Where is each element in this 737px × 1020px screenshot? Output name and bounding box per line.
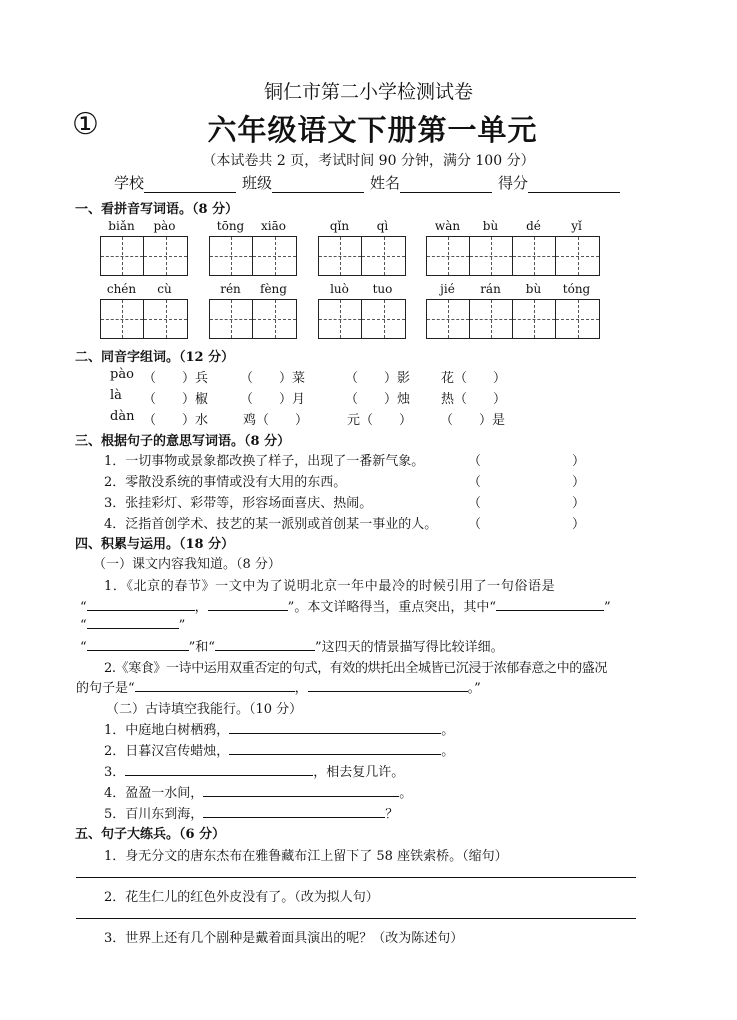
pinyin: bù	[482, 219, 499, 233]
homophone-item[interactable]: 花（ ）	[441, 371, 507, 386]
punct: 。	[399, 786, 413, 801]
sentence-task: 3．世界上还有几个剧种是戴着面具演出的呢？（改为陈述句）	[104, 931, 464, 946]
pinyin: tuo	[372, 282, 393, 296]
name-label: 姓名	[370, 174, 401, 192]
pinyin: wàn	[434, 219, 461, 233]
homophone-item[interactable]: （ ）月	[240, 392, 306, 407]
grid-cell[interactable]	[253, 237, 296, 275]
question-fill-line	[80, 615, 185, 633]
punct: ，	[294, 681, 308, 696]
score-field[interactable]	[528, 176, 620, 193]
school-label: 学校	[114, 174, 145, 192]
answer-line[interactable]	[76, 877, 636, 878]
fill-blank[interactable]	[87, 637, 189, 651]
homophone-item[interactable]: 鸡（ ）	[243, 413, 309, 428]
homophone-item[interactable]: （ ）是	[440, 413, 506, 428]
grid-cell[interactable]	[101, 237, 144, 275]
grid-cell[interactable]	[144, 300, 187, 338]
homophone-item[interactable]: （ ）兵	[143, 371, 209, 386]
grid-cell[interactable]	[427, 237, 470, 275]
question-fill-line	[80, 636, 504, 655]
page-title: 六年级语文下册第一单元	[207, 113, 538, 147]
pinyin: jié	[440, 282, 455, 296]
homophone-item[interactable]: （ ）影	[345, 371, 411, 386]
pinyin: qǐn	[329, 219, 350, 233]
poem-text: 3．	[104, 765, 126, 780]
school-field[interactable]	[144, 176, 236, 193]
writing-grid[interactable]	[100, 236, 188, 276]
pinyin: chén	[106, 282, 137, 296]
fill-blank[interactable]	[229, 720, 441, 734]
homophone-pinyin: là	[110, 388, 122, 403]
score-label: 得分	[498, 174, 529, 192]
homophone-item[interactable]: （ ）椒	[143, 392, 209, 407]
fill-blank[interactable]	[229, 741, 441, 755]
pinyin: rén	[220, 282, 241, 296]
section4-heading: 四、积累与运用。（18 分）	[75, 537, 235, 552]
pinyin: tóng	[562, 282, 591, 296]
grid-cell[interactable]	[253, 300, 296, 338]
question-text: 1．《北京的春节》一文中为了说明北京一年中最冷的时候引用了一句俗语是	[104, 579, 556, 594]
punct: ，	[194, 600, 208, 615]
poem-line	[104, 803, 398, 822]
fill-blank[interactable]	[135, 678, 295, 692]
poem-text: ，相去复几许。	[313, 765, 405, 780]
pinyin: fèng	[260, 282, 287, 296]
homophone-item[interactable]: （ ）烛	[345, 392, 411, 407]
writing-grid[interactable]	[318, 236, 406, 276]
pinyin: luò	[330, 282, 349, 296]
section2-heading: 二、同音字组词。（12 分）	[75, 350, 235, 365]
answer-blank[interactable]: （ ）	[468, 454, 586, 469]
sentence-task: 1．身无分文的唐东杰布在雅鲁藏布江上留下了 58 座铁索桥。（缩句）	[104, 849, 508, 864]
quote-mark: “	[80, 618, 87, 633]
definition-item: 1．一切事物或景象都改换了样子，出现了一番新气象。	[104, 454, 425, 469]
grid-cell[interactable]	[513, 237, 556, 275]
question-fill-line	[80, 596, 611, 615]
pinyin: pào	[153, 219, 176, 233]
info-row	[114, 172, 626, 193]
fill-blank[interactable]	[215, 637, 315, 651]
definition-item: 3．张挂彩灯、彩带等，形容场面喜庆、热闹。	[104, 496, 373, 511]
quote-mark: ”	[178, 618, 186, 633]
writing-grid[interactable]	[209, 299, 297, 339]
poem-line	[104, 740, 454, 759]
fill-blank[interactable]	[87, 615, 179, 629]
pinyin: yǐ	[571, 219, 582, 233]
grid-cell[interactable]	[101, 300, 144, 338]
pinyin: rán	[480, 282, 501, 296]
test-number: ①	[72, 107, 99, 142]
writing-grid[interactable]	[318, 299, 406, 339]
pinyin: xiāo	[261, 219, 286, 233]
punct: ？	[385, 807, 399, 822]
grid-cell[interactable]	[319, 237, 362, 275]
class-field[interactable]	[272, 176, 364, 193]
writing-grid[interactable]	[426, 299, 600, 339]
quote-mark: “	[80, 600, 87, 615]
answer-blank[interactable]: （ ）	[468, 475, 586, 490]
question-text: 2.《寒食》一诗中运用双重否定的句式，有效的烘托出全城皆已沉浸于浓郁春意之中的盛况	[104, 661, 608, 676]
sentence-task: 2．花生仁儿的红色外皮没有了。（改为拟人句）	[104, 890, 379, 905]
school-title: 铜仁市第二小学检测试卷	[263, 81, 473, 103]
part2-heading: （二）古诗填空我能行。（10 分）	[106, 702, 303, 717]
pinyin: biǎn	[108, 219, 135, 233]
homophone-item[interactable]: （ ）菜	[240, 371, 306, 386]
quote-mark: “	[80, 640, 87, 655]
poem-line	[104, 761, 404, 780]
fill-blank[interactable]	[203, 804, 385, 818]
fill-blank[interactable]	[208, 597, 288, 611]
question-text: ”和“	[188, 640, 215, 655]
grid-cell[interactable]	[470, 300, 513, 338]
page-subtitle: （本试卷共 2 页，考试时间 90 分钟，满分 100 分）	[202, 153, 535, 169]
section5-heading: 五、句子大练兵。（6 分）	[75, 827, 226, 842]
grid-cell[interactable]	[362, 300, 405, 338]
grid-cell[interactable]	[556, 300, 599, 338]
definition-item: 4．泛指首创学术、技艺的某一派别或首创某一事业的人。	[104, 517, 438, 532]
fill-blank[interactable]	[308, 678, 468, 692]
grid-cell[interactable]	[556, 237, 599, 275]
fill-blank[interactable]	[87, 597, 195, 611]
homophone-pinyin: pào	[110, 367, 134, 382]
pinyin: dé	[526, 219, 541, 233]
question-text: 的句子是“	[76, 681, 135, 696]
homophone-item[interactable]: （ ）水	[143, 413, 209, 428]
writing-grid[interactable]	[209, 236, 297, 276]
writing-grid[interactable]	[100, 299, 188, 339]
writing-grid[interactable]	[426, 236, 600, 276]
fill-blank[interactable]	[496, 597, 604, 611]
answer-blank[interactable]: （ ）	[468, 517, 586, 532]
grid-cell[interactable]	[144, 237, 187, 275]
name-field[interactable]	[400, 176, 492, 193]
part1-heading: （一）课文内容我知道。（8 分）	[93, 557, 281, 572]
fill-blank[interactable]	[203, 783, 399, 797]
punct: 。”	[467, 681, 481, 696]
section1-heading: 一、看拼音写词语。（8 分）	[75, 202, 239, 217]
answer-line[interactable]	[76, 918, 636, 919]
grid-cell[interactable]	[470, 237, 513, 275]
section3-heading: 三、根据句子的意思写词语。（8 分）	[75, 434, 291, 449]
question-text: ”。本文详略得当，重点突出，其中“	[287, 600, 496, 615]
pinyin: cù	[157, 282, 172, 296]
answer-blank[interactable]: （ ）	[468, 496, 586, 511]
quote-mark: ”	[603, 600, 611, 615]
grid-cell[interactable]	[210, 300, 253, 338]
fill-blank[interactable]	[125, 762, 313, 776]
homophone-pinyin: dàn	[110, 409, 135, 424]
punct: 。	[441, 723, 455, 738]
poem-text: 5．百川东到海，	[104, 807, 204, 822]
pinyin: qì	[376, 219, 389, 233]
pinyin: bù	[525, 282, 542, 296]
poem-line	[104, 719, 454, 738]
definition-item: 2．零散没系统的事情或没有大用的东西。	[104, 475, 347, 490]
grid-cell[interactable]	[513, 300, 556, 338]
homophone-item[interactable]: 元（ ）	[347, 413, 413, 428]
grid-cell[interactable]	[427, 300, 470, 338]
poem-text: 2．日暮汉宫传蜡烛，	[104, 744, 230, 759]
homophone-item[interactable]: 热（ ）	[441, 392, 507, 407]
grid-cell[interactable]	[210, 237, 253, 275]
punct: 。	[441, 744, 455, 759]
grid-cell[interactable]	[319, 300, 362, 338]
question-fill-line	[76, 677, 481, 696]
pinyin: tōng	[216, 219, 245, 233]
poem-text: 1．中庭地白树栖鸦，	[104, 723, 230, 738]
poem-line	[104, 782, 412, 801]
poem-text: 4．盈盈一水间，	[104, 786, 204, 801]
question-text: ”这四天的情景描写得比较详细。	[314, 640, 504, 655]
class-label: 班级	[242, 174, 273, 192]
grid-cell[interactable]	[362, 237, 405, 275]
